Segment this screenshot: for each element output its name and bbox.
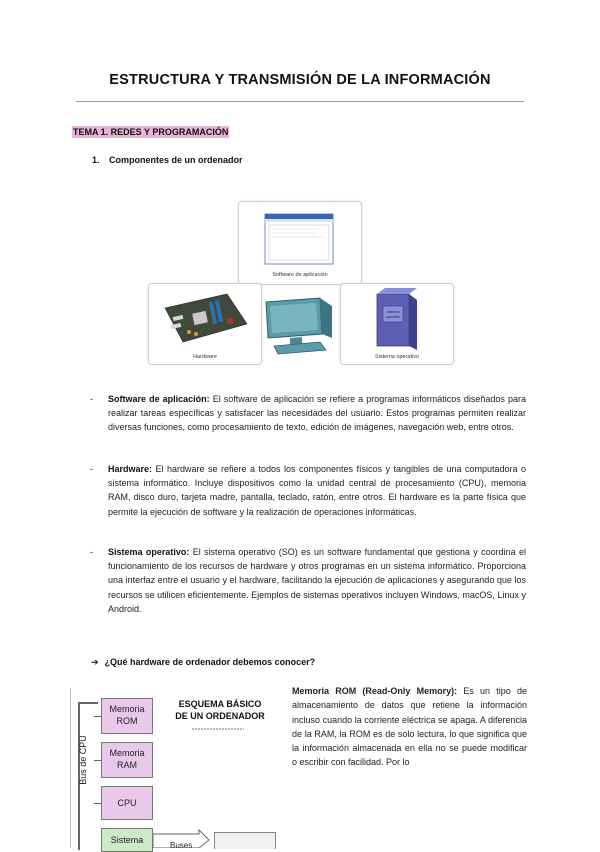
diagram-title-line1: ESQUEMA BÁSICO xyxy=(178,699,262,709)
bullet-dash: - xyxy=(90,394,93,404)
rom-text: Es un tipo de almacenamiento de datos que retiene la información incluso cuando la corriente eléctrica se apaga. A diferencia de la RAM, la ROM es de solo lectura, lo que significa que la información almacenada en ella no se puede modificar o escribir con facilidad. Por lo xyxy=(292,686,527,768)
bullet-hardware xyxy=(90,462,526,519)
os-book-line1: Sistema xyxy=(386,310,400,314)
device-box xyxy=(214,832,276,849)
software-figure xyxy=(238,201,362,285)
hardware-figure xyxy=(148,283,262,365)
question-text: ¿Qué hardware de ordenador debemos conocer? xyxy=(104,657,316,667)
memoria-rom-box: Memoria ROM xyxy=(101,698,153,734)
bullet-text: El software de aplicación se refiere a programas informáticos diseñados para realizar tareas específicas y satisfacer las necesidades del usuario. Estos programas permiten realizar diversas funciones, como procesamiento de texto, edición de imágenes, navegación web, entre otros. xyxy=(108,394,526,433)
computer-monitor-icon xyxy=(260,296,340,360)
section-title: Componentes de un ordenador xyxy=(109,155,243,165)
bullet-term: Hardware: xyxy=(108,464,153,474)
os-book-line2: operativo xyxy=(385,315,401,319)
motherboard-icon xyxy=(149,284,261,350)
application-window-icon xyxy=(239,202,361,272)
connector-rom xyxy=(94,716,101,717)
hardware-caption: Hardware xyxy=(193,354,217,360)
connector-cpu xyxy=(94,803,101,804)
bullet-term: Sistema operativo: xyxy=(108,547,190,557)
os-book-icon xyxy=(341,284,453,350)
sistema-box: Sistema xyxy=(101,828,153,852)
bullet-text: El hardware se refiere a todos los componentes físicos y tangibles de una computadora o sistema informático. Incluye dispositivos como la unidad central de procesamiento (CPU), memoria RAM, disco duro, tarjeta madre, pantalla, teclado, ratón, entre otros. El hardware es la parte física que permite la ejecución de software y la realización de operaciones informáticas. xyxy=(108,464,526,517)
rom-paragraph xyxy=(292,684,527,770)
connector-ram xyxy=(94,760,101,761)
bullet-term: Software de aplicación: xyxy=(108,394,210,404)
tema-heading: TEMA 1. REDES Y PROGRAMACIÓN xyxy=(73,127,229,137)
diagram-title-line2: DE UN ORDENADOR xyxy=(175,711,265,721)
section-number: 1. xyxy=(92,155,100,165)
bullet-software xyxy=(90,392,526,435)
faint-caption xyxy=(192,728,244,730)
software-caption: Software de aplicación xyxy=(272,272,328,278)
diagram-title xyxy=(170,698,270,722)
memoria-ram-box: Memoria RAM xyxy=(101,742,153,778)
bullet-text: El sistema operativo (SO) es un software fundamental que gestiona y coordina el funcionamiento de los recursos de hardware y otros programas en un sistema informático. Proporciona una interfaz entre el usuario y el hardware, facilitando la ejecución de aplicaciones y asegurando que los recursos se utilicen eficientemente. Ejemplos de sistemas operativos incluyen Windows, macOS, Linux y Android. xyxy=(108,547,526,614)
section-heading xyxy=(92,155,243,165)
bus-label: Bus de CPU xyxy=(78,735,88,785)
bullet-os xyxy=(90,545,526,616)
diagram-left-border xyxy=(70,688,77,848)
cpu-box: CPU xyxy=(101,786,153,820)
bullet-dash: - xyxy=(90,547,93,557)
arrow-icon: ➔ xyxy=(91,657,99,667)
buses-label: Buses xyxy=(170,841,193,850)
page-title: ESTRUCTURA Y TRANSMISIÓN DE LA INFORMACIÓN xyxy=(109,72,491,88)
rom-term: Memoria ROM (Read-Only Memory): xyxy=(292,686,458,696)
bullet-dash: - xyxy=(90,464,93,474)
title-divider xyxy=(76,101,524,102)
question-heading xyxy=(91,657,315,668)
os-caption: Sistema operativo xyxy=(374,354,420,360)
os-figure xyxy=(340,283,454,365)
